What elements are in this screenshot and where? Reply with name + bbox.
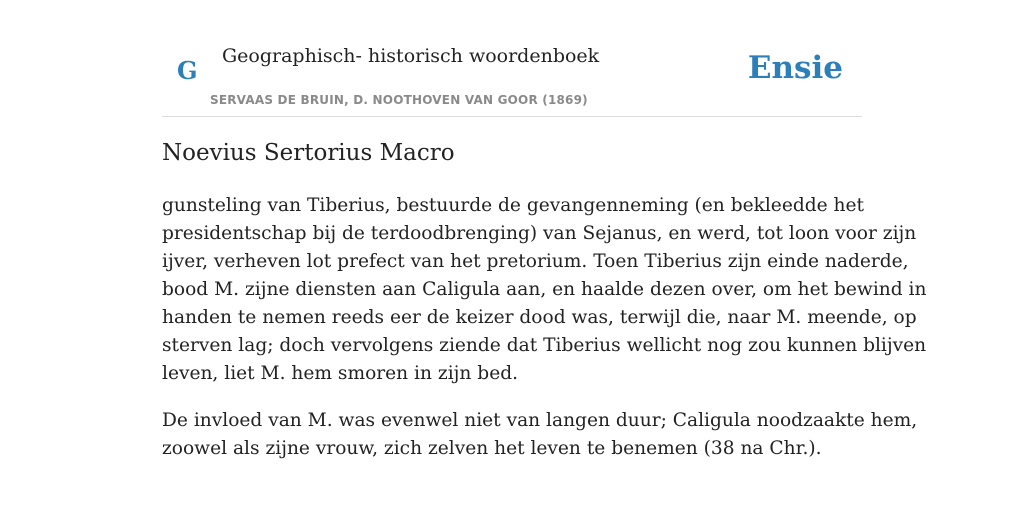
paragraph-line: ijver, verheven lot prefect van het pretorium. Toen Tiberius zijn einde naderde,: [162, 251, 909, 272]
entry-title: Noevius Sertorius Macro: [162, 140, 455, 166]
paragraph-line: presidentschap bij de terdoodbrenging) van Sejanus, en werd, tot loon voor zijn: [162, 223, 917, 244]
entry-paragraph-1: [162, 192, 927, 388]
book-authors: SERVAAS DE BRUIN, D. NOOTHOVEN VAN GOOR (1869): [210, 93, 588, 107]
paragraph-line: sterven lag; doch vervolgens ziende dat Tiberius wellicht nog zou kunnen blijven: [162, 335, 927, 356]
paragraph-line: leven, liet M. hem smoren in zijn bed.: [162, 363, 519, 384]
book-title-link[interactable]: Geographisch- historisch woordenboek: [222, 45, 600, 67]
paragraph-line: zoowel als zijne vrouw, zich zelven het leven te benemen (38 na Chr.).: [162, 438, 822, 459]
paragraph-line: De invloed van M. was evenwel niet van langen duur; Caligula noodzaakte hem,: [162, 410, 918, 431]
paragraph-line: bood M. zijne diensten aan Caligula aan, en haalde dezen over, om het bewind in: [162, 279, 927, 300]
brand-logo-link[interactable]: Ensie: [747, 50, 843, 86]
paragraph-line: handen te nemen reeds eer de keizer dood was, terwijl die, naar M. meende, op: [162, 307, 917, 328]
paragraph-line: gunsteling van Tiberius, bestuurde de gevangenneming (en bekleedde het: [162, 195, 864, 216]
entry-body: [162, 192, 927, 482]
entry-paragraph-2: [162, 407, 918, 463]
dictionary-header: [162, 0, 862, 117]
book-letter-icon[interactable]: G: [177, 56, 198, 85]
